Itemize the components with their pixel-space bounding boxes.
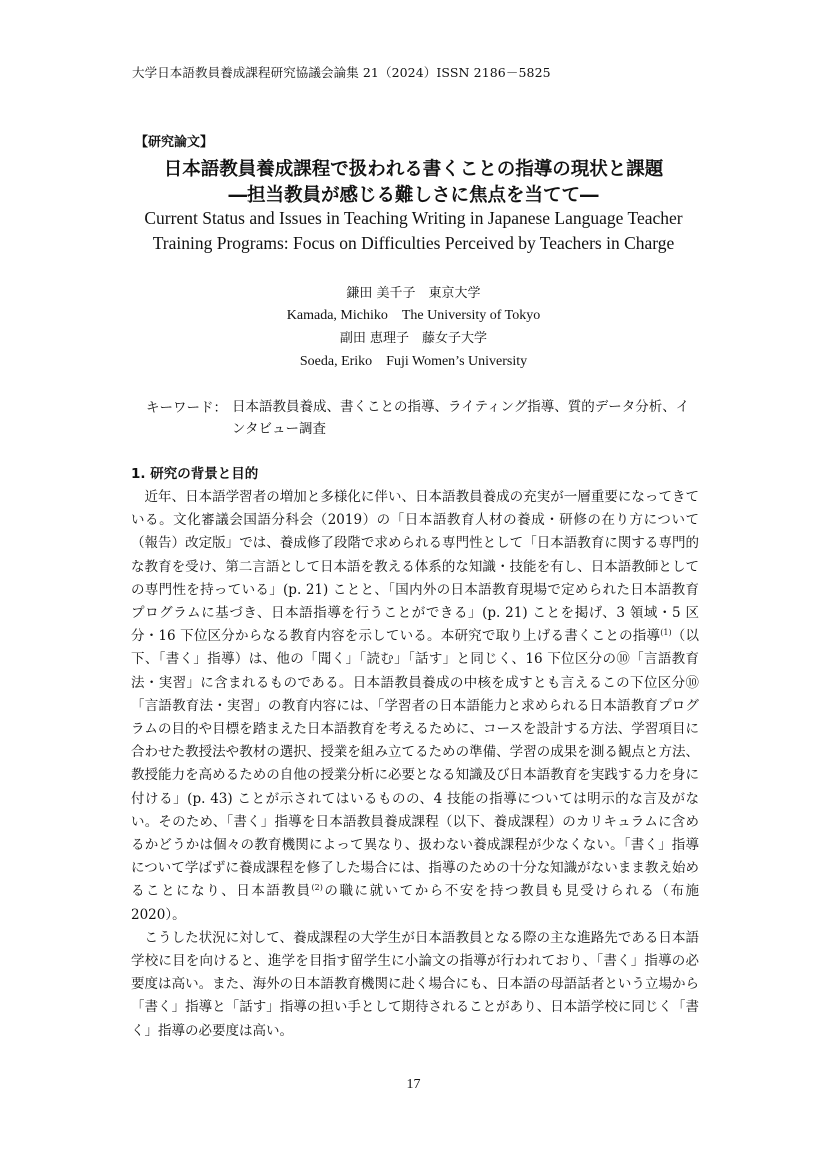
title-ja-line-2: ―担当教員が感じる難しさに焦点を当てて― (228, 185, 599, 206)
author-2-en: Soeda, Eriko Fuji Women’s University (299, 354, 528, 369)
footnote-ref-2: (2) (311, 883, 323, 893)
paragraph-2: こうした状況に対して、養成課程の大学生が日本語教員となる際の主な進路先である日本語学校に目を向けると、進学を目指す留学生に小論文の指導が行われており、「書く」指導の必要度は高い。また、海外の日本語教育機関に赴く場合にも、日本語の母語話者という立場から「書く」指導と「話す」指導の担い手として期待されることがあり、日本語学校に同じく「書く」指導の必要度は高い。 (131, 929, 699, 1039)
author-1-ja: 鎌田 美千子 東京大学 (346, 286, 481, 301)
journal-header: 大学日本語教員養成課程研究協議会論集 21（2024）ISSN 2186－5825 (132, 65, 551, 80)
title-ja-line-1: 日本語教員養成課程で扱われる書くことの指導の現状と課題 (163, 159, 664, 180)
author-2-ja: 副田 恵理子 藤女子大学 (339, 331, 488, 346)
section-heading: 1. 研究の背景と目的 (131, 466, 259, 482)
paragraph-1-part-1: 近年、日本語学習者の増加と多様化に伴い、日本語教員養成の充実が一層重要になってきている。文化審議会国語分科会（2019）の「日本語教育人材の養成・研修の在り方について（報告）改定版」では、養成修了段階で求められる専門性として「日本語教育に関する専門的な教育を受け、第二言語として日本語を教える体系的な知識・技能を有し、日本語教師としての専門性を持っている」(p. 21) ことと、「国内外の日本語教育現場で定められた日本語教育プログラムに基づき、日本語指導を行うことができる」(p. 21) ことを掲げ、3 領域・5 区分・16 下位区分からなる教育内容を示している。本研究で取り上げる書くことの指導 (131, 489, 699, 645)
article-category: 【研究論文】 (135, 135, 214, 150)
keywords-label: キーワード： (146, 400, 227, 416)
title-en-line-1: Current Status and Issues in Teaching Writing in Japanese Language Teacher (144, 208, 683, 228)
paragraph-1-part-2: （以下、「書く」指導）は、他の「聞く」「読む」「話す」と同じく、16 下位区分の⑩「言語教育法・実習」に含まれるものである。日本語教員養成の中核を成すとも言えるこの下位区分⑩「言語教育法・実習」の教育内容には、「学習者の日本語能力と求められる日本語教育プログラムの目的や目標を踏まえた日本語教育を考えるために、コースを設計する方法、学習項目に合わせた教授法や教材の選択、授業を組み立てるための準備、学習の成果を測る観点と方法、教授能力を高めるための自他の授業分析に必要となる知識及び日本語教育を実践する力を身に付ける」(p. 43) ことが示されてはいるものの、4 技能の指導については明示的な言及がない。そのため、「書く」指導を日本語教員養成課程（以下、養成課程）のカリキュラムに含めるかどうかは個々の教育機関によって異なり、扱わない養成課程が少なくない。「書く」指導について学ばずに養成課程を修了した場合には、指導のための十分な知識がないまま教え始めることになり、日本語教員 (131, 628, 700, 900)
paragraph-1-part-3: の職に就いてから不安を持つ教員も見受けられる（布施 2020）。 (131, 883, 700, 923)
keywords-text: 日本語教員養成、書くことの指導、ライティング指導、質的データ分析、インタビュー調査 (232, 399, 690, 437)
footnote-ref-1: (1) (660, 628, 672, 638)
page-number: 17 (406, 1077, 421, 1092)
body-text (131, 486, 699, 1043)
paragraph-1 (131, 486, 699, 927)
author-1-en: Kamada, Michiko The University of Tokyo (286, 308, 541, 323)
title-en-line-2: Training Programs: Focus on Difficulties Perceived by Teachers in Charge (152, 233, 675, 253)
